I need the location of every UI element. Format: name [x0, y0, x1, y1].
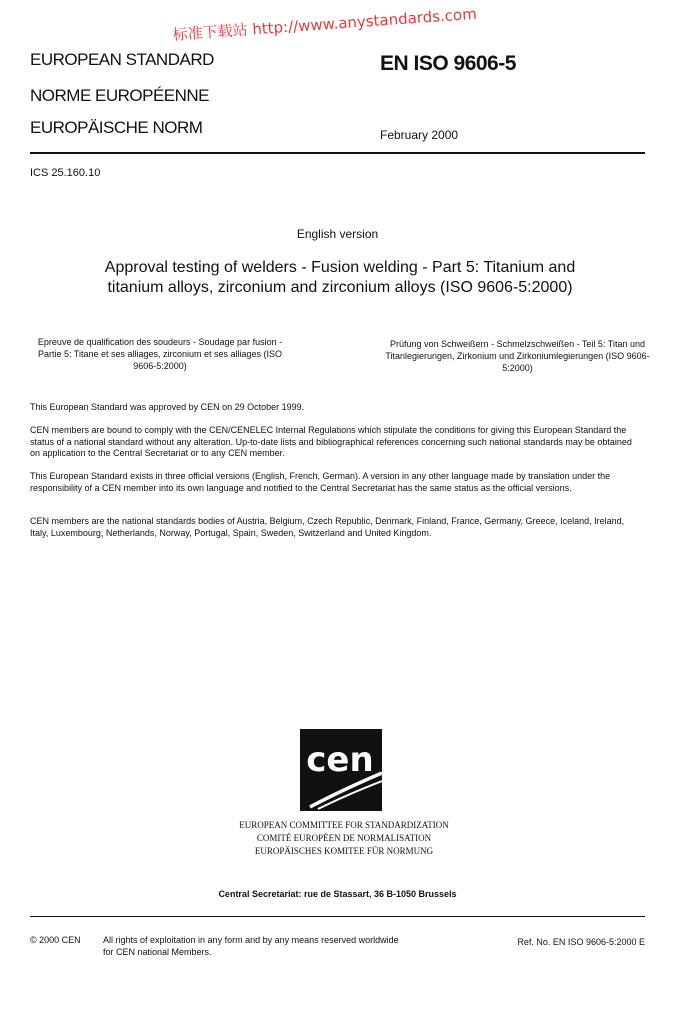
cen-logo-icon [300, 729, 382, 811]
subtitle-german: Prüfung von Schweißern - Schmelzschweißen - Teil 5: Titan und Titanlegierungen, Zirkonium und Zirkoniumlegierungen (ISO 9606-5:2000) [385, 339, 650, 373]
header-european-standard: EUROPEAN STANDARD [30, 50, 214, 69]
members-bound-paragraph: CEN members are bound to comply with the CEN/CENELEC Internal Regulations which stipulate the conditions for giving this European Standard the status of a national standard without any alteration. Up-to-date lists and bibliographical references concerning such national standards may be obtained on application to the Central Secretariat or to any CEN member. [30, 425, 632, 458]
header-europaische-norm: EUROPÄISCHE NORM [30, 118, 203, 137]
org-name-french: COMITÉ EUROPÉEN DE NORMALISATION [256, 833, 432, 843]
watermark-link[interactable]: 标准下载站 http://www.anystandards.com [172, 4, 478, 44]
header-rule [30, 152, 645, 154]
header-norme-europeenne: NORME EUROPÉENNE [30, 86, 210, 105]
approval-paragraph: This European Standard was approved by CEN on 29 October 1999. [30, 402, 305, 412]
cen-logo-text: cen [306, 740, 374, 780]
reference-number: Ref. No. EN ISO 9606-5:2000 E [517, 937, 645, 947]
central-secretariat-address: Central Secretariat: rue de Stassart, 36 B-1050 Brussels [218, 889, 457, 899]
org-name-english: EUROPEAN COMMITTEE FOR STANDARDIZATION [239, 820, 449, 830]
org-name-german: EUROPÄISCHES KOMITEE FÜR NORMUNG [254, 846, 434, 856]
cen-members-paragraph: CEN members are the national standards bodies of Austria, Belgium, Czech Republic, Denmark, Finland, France, Germany, Greece, Iceland, Ireland, Italy, Luxembourg, Netherlands, Norway, Portugal, Spain, Sweden, Switzerland and United Kingdom. [30, 516, 625, 538]
rights-statement: All rights of exploitation in any form and by any means reserved worldwide for CEN national Members. [103, 935, 399, 957]
official-versions-paragraph: This European Standard exists in three official versions (English, French, German). A version in any other language made by translation under the responsibility of a CEN member into its own language and notified to the Central Secretariat has the same status as the official versions. [30, 471, 611, 493]
subtitle-french: Epreuve de qualification des soudeurs - Soudage par fusion - Partie 5: Titane et ses alliages, zirconium et ses alliages (ISO 9606-5:2000) [37, 337, 283, 371]
publication-date: February 2000 [380, 128, 459, 142]
version-label: English version [296, 227, 379, 241]
ics-code: ICS 25.160.10 [30, 167, 101, 179]
standard-number: EN ISO 9606-5 [380, 52, 516, 75]
document-title: Approval testing of welders - Fusion welding - Part 5: Titanium and titanium alloys, zirconium and zirconium alloys (ISO 9606-5:2000) [104, 259, 576, 296]
copyright-notice: © 2000 CEN [30, 935, 81, 945]
footer-rule [30, 916, 645, 917]
